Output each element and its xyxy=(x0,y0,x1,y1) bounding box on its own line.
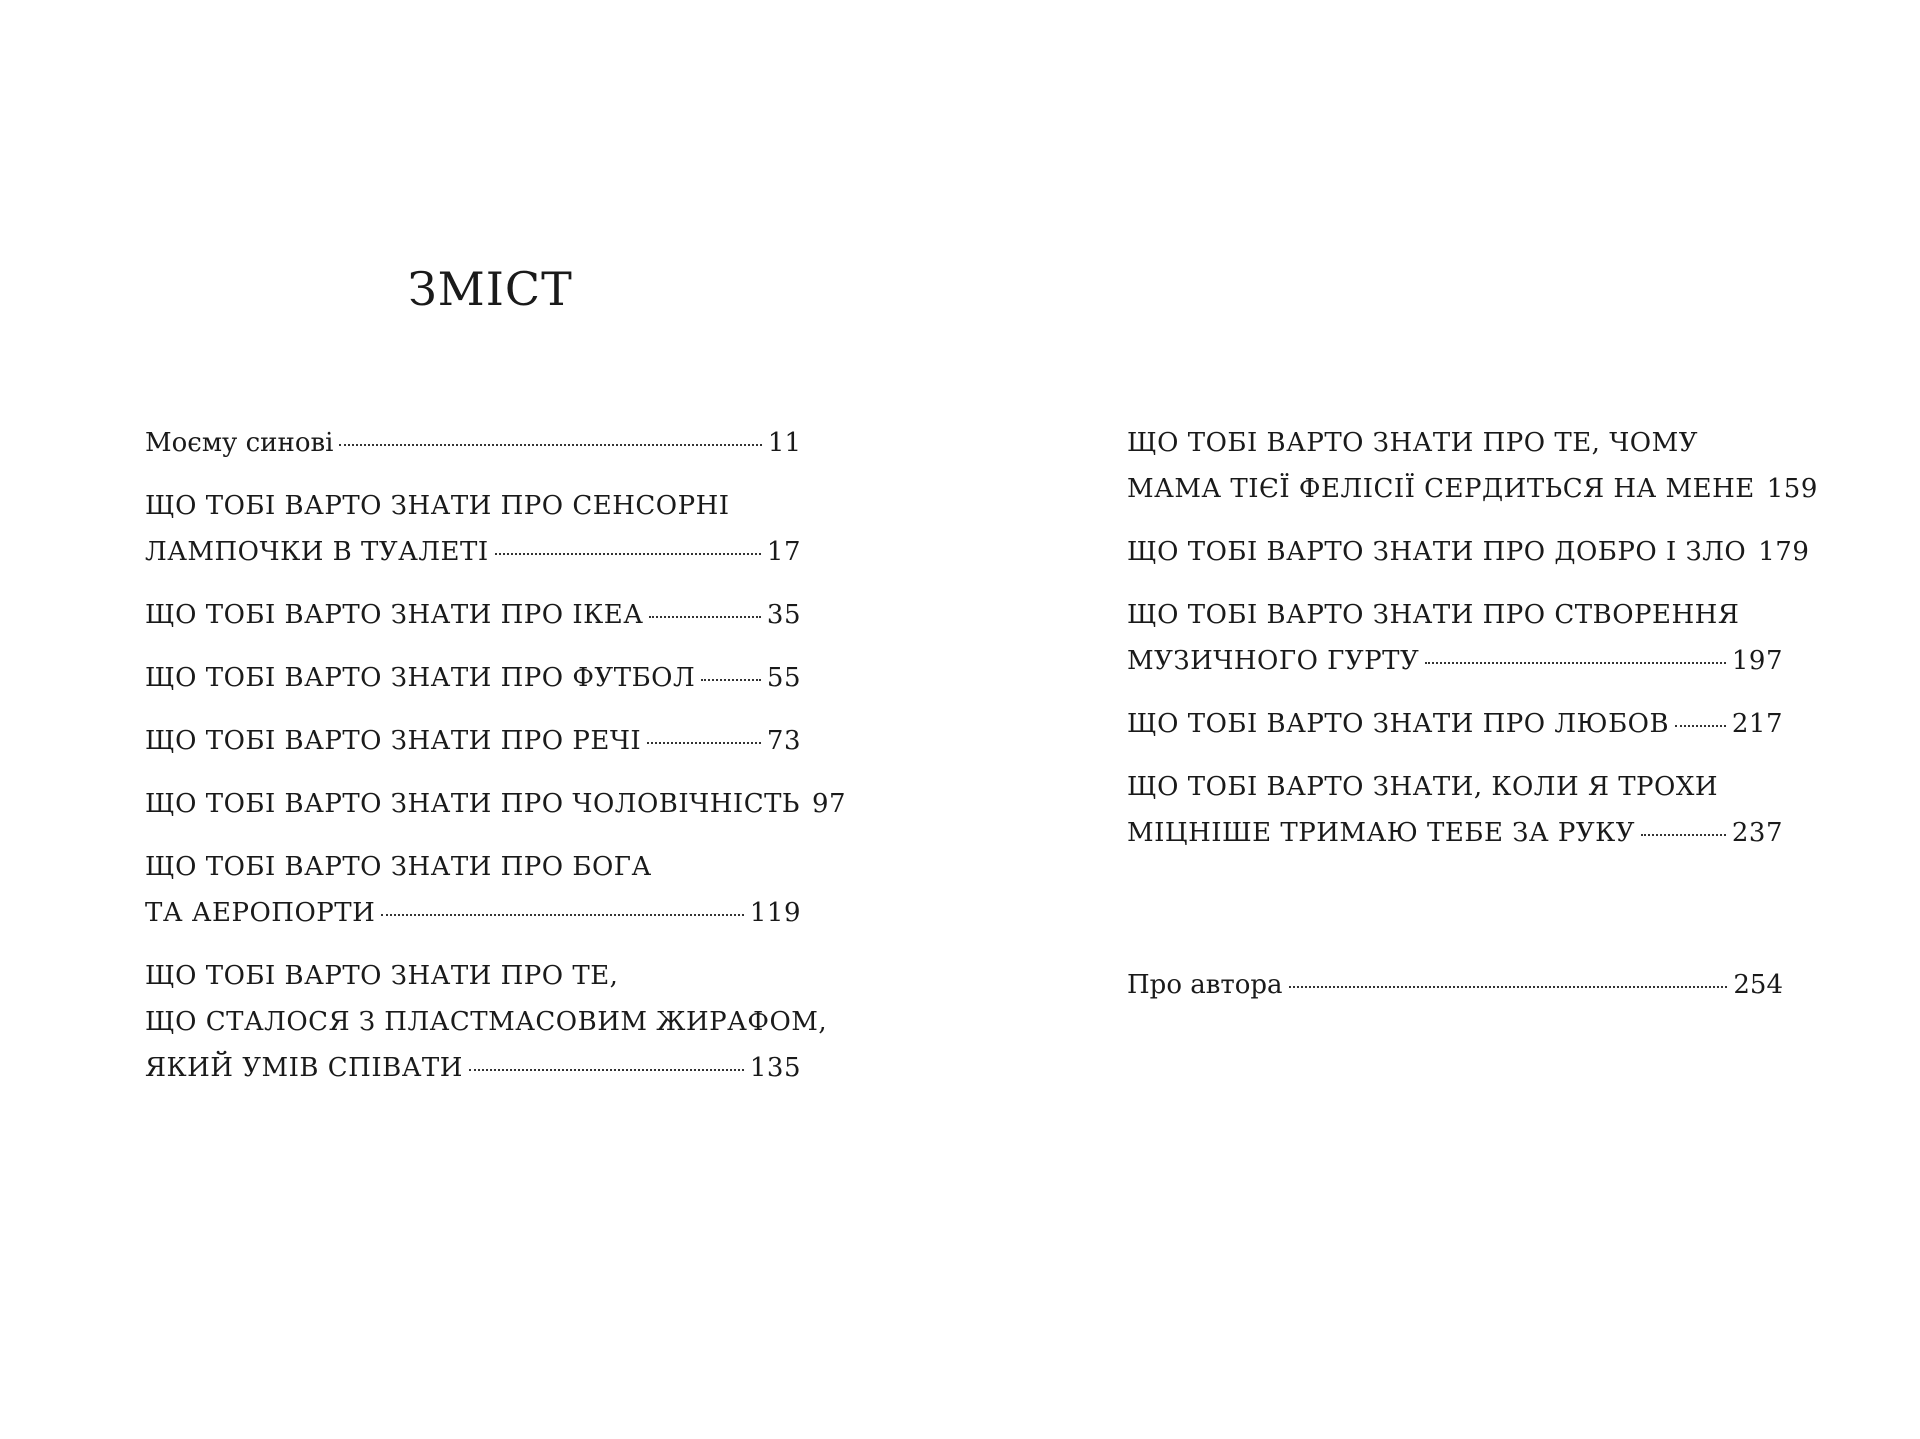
toc-entry-line xyxy=(1127,638,1783,684)
dot-leader xyxy=(1641,834,1726,836)
dot-leader xyxy=(381,914,744,916)
toc-entry-line xyxy=(145,890,801,936)
toc-entry[interactable] xyxy=(145,592,801,638)
toc-entry-text: ЩО ТОБІ ВАРТО ЗНАТИ ПРО ДОБРО І ЗЛО xyxy=(1127,537,1747,567)
toc-entry[interactable] xyxy=(145,655,801,701)
toc-entry[interactable] xyxy=(145,953,828,1091)
toc-entry-text: ЩО ТОБІ ВАРТО ЗНАТИ ПРО ЛЮБОВ xyxy=(1127,709,1670,739)
toc-entry-line xyxy=(145,529,801,575)
toc-entry-line xyxy=(1127,701,1783,747)
toc-entry-text: Моєму синові xyxy=(145,428,334,458)
toc-entry[interactable] xyxy=(145,420,801,466)
toc-entry-text: ЩО ТОБІ ВАРТО ЗНАТИ ПРО ФУТБОЛ xyxy=(145,663,696,693)
toc-entry[interactable] xyxy=(1127,701,1783,747)
toc-page-number: 97 xyxy=(811,789,847,819)
dot-leader xyxy=(1289,986,1728,988)
toc-entry-line xyxy=(1127,962,1783,1008)
toc-entry-text: МІЦНІШЕ ТРИМАЮ ТЕБЕ ЗА РУКУ xyxy=(1127,818,1636,848)
dot-leader xyxy=(339,444,761,446)
toc-entry-line xyxy=(145,420,801,466)
toc-entry-line: ЩО ТОБІ ВАРТО ЗНАТИ ПРО СТВОРЕННЯ xyxy=(1127,600,1740,630)
toc-page-number: 197 xyxy=(1731,646,1783,676)
toc-entry-line xyxy=(145,781,847,827)
toc-entry-line: ЩО ТОБІ ВАРТО ЗНАТИ, КОЛИ Я ТРОХИ xyxy=(1127,772,1719,802)
toc-column-right xyxy=(1127,420,1818,1025)
toc-entry-line: ЩО ТОБІ ВАРТО ЗНАТИ ПРО СЕНСОРНІ xyxy=(145,491,730,521)
toc-entry[interactable] xyxy=(1127,764,1783,856)
toc-entry-text: МАМА ТІЄЇ ФЕЛІСІЇ СЕРДИТЬСЯ НА МЕНЕ xyxy=(1127,474,1755,504)
toc-entry-text: ЛАМПОЧКИ В ТУАЛЕТІ xyxy=(145,537,489,567)
toc-entry[interactable] xyxy=(145,718,801,764)
toc-page-number: 55 xyxy=(766,663,801,693)
toc-page-number: 217 xyxy=(1731,709,1783,739)
toc-entry[interactable] xyxy=(1127,420,1818,512)
toc-entry[interactable] xyxy=(1127,592,1783,684)
dot-leader xyxy=(1425,662,1726,664)
dot-leader xyxy=(647,742,761,744)
toc-entry-text: ЩО ТОБІ ВАРТО ЗНАТИ ПРО ЧОЛОВІЧНІСТЬ xyxy=(145,789,800,819)
toc-entry-line: ЩО ТОБІ ВАРТО ЗНАТИ ПРО БОГА xyxy=(145,852,652,882)
toc-title: ЗМІСТ xyxy=(408,262,573,316)
toc-page-number: 119 xyxy=(749,898,801,928)
toc-entry-line xyxy=(1127,529,1810,575)
toc-entry-line xyxy=(145,718,801,764)
toc-entry-line xyxy=(145,1045,801,1091)
toc-entry-line: ЩО СТАЛОСЯ З ПЛАСТМАСОВИМ ЖИРАФОМ, xyxy=(145,1007,828,1037)
toc-entry-line xyxy=(145,655,801,701)
toc-page-number: 179 xyxy=(1758,537,1810,567)
toc-page-number: 254 xyxy=(1733,970,1783,1000)
toc-entry[interactable] xyxy=(1127,962,1783,1008)
toc-column-left xyxy=(145,420,847,1108)
toc-entry-line xyxy=(1127,466,1818,512)
toc-entry-line xyxy=(145,592,801,638)
dot-leader xyxy=(469,1069,744,1071)
toc-page-number: 35 xyxy=(766,600,801,630)
toc-entry-line: ЩО ТОБІ ВАРТО ЗНАТИ ПРО ТЕ, ЧОМУ xyxy=(1127,428,1699,458)
toc-page-number: 17 xyxy=(766,537,801,567)
toc-entry-text: ЩО ТОБІ ВАРТО ЗНАТИ ПРО РЕЧІ xyxy=(145,726,642,756)
toc-entry-text: ЯКИЙ УМІВ СПІВАТИ xyxy=(145,1053,463,1083)
toc-entry[interactable] xyxy=(145,781,847,827)
toc-entry-text: ЩО ТОБІ ВАРТО ЗНАТИ ПРО ІКЕА xyxy=(145,600,644,630)
toc-entry-text: Про автора xyxy=(1127,970,1283,1000)
toc-entry[interactable] xyxy=(1127,529,1810,575)
toc-entry[interactable] xyxy=(145,483,801,575)
toc-page-number: 159 xyxy=(1766,474,1818,504)
dot-leader xyxy=(701,679,761,681)
toc-page-number: 73 xyxy=(766,726,801,756)
toc-entry-line: ЩО ТОБІ ВАРТО ЗНАТИ ПРО ТЕ, xyxy=(145,961,619,991)
toc-entry[interactable] xyxy=(145,844,801,936)
dot-leader xyxy=(649,616,760,618)
toc-page-number: 135 xyxy=(749,1053,801,1083)
toc-entry-text: МУЗИЧНОГО ГУРТУ xyxy=(1127,646,1420,676)
dot-leader xyxy=(495,553,761,555)
toc-page-number: 237 xyxy=(1731,818,1783,848)
toc-entry-text: ТА АЕРОПОРТИ xyxy=(145,898,376,928)
toc-page-number: 11 xyxy=(767,428,801,458)
dot-leader xyxy=(1675,725,1726,727)
toc-entry-line xyxy=(1127,810,1783,856)
